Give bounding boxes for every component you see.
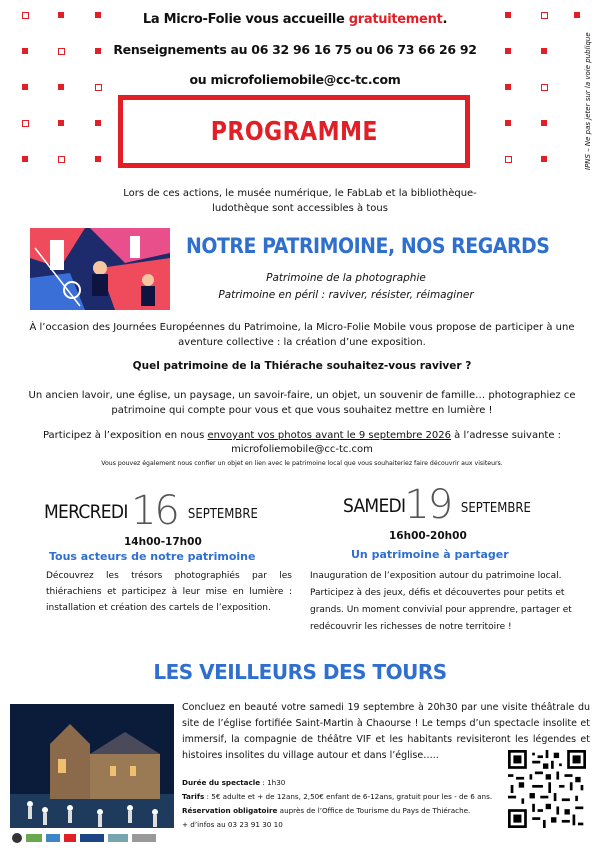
qr-code[interactable] — [508, 750, 586, 828]
patrimoine-question: Quel patrimoine de la Thiérache souhaitez-vous raviver ? — [132, 360, 472, 372]
logo-partner — [64, 834, 76, 842]
veilleurs-details: Durée du spectacle : 1h30 Tarifs : 5€ adulte et + de 12ans, 2,50€ enfant de 6-12ans, gratuit pour les - de 6 ans. Réservation obligatoire auprès de l’Office de Tourisme du Pays de Thiérache. + d’infos au 03 23 91 30 10 — [182, 778, 493, 829]
contact-email[interactable]: microfoliemobile@cc-tc.com — [231, 444, 373, 455]
event-wednesday-desc: Découvrez les trésors photographiés par les thiérachiens et participez à leur mise en lumière : installation et création des cartels de l’exposition. — [46, 571, 292, 613]
veilleurs-desc: Concluez en beauté votre samedi 19 septembre à 20h30 par une visite théâtrale du site de l’église fortifiée Saint-Martin à Chaourse ! Le temps d’un spectacle insolite et immersif, la compagnie de théâtre VIF et les habitants revisiteront les légendes et histoires insolites du village autour et dans l’église….. — [182, 702, 590, 761]
logo-partner — [12, 833, 22, 843]
programme-box — [118, 95, 470, 168]
header-phone: Renseignements au 06 32 96 16 75 ou 06 73 66 26 92 — [113, 42, 477, 57]
event-time: 14h00-17h00 — [124, 536, 202, 548]
event-title: Tous acteurs de notre patrimoine — [49, 550, 256, 563]
small-note: Vous pouvez également nous confier un objet en lien avec le patrimoine local que vous souhaiteriez faire découvrir aux visiteurs. — [101, 460, 503, 467]
patrimoine-paragraph-1: À l’occasion des Journées Européennes du Patrimoine, la Micro-Folie Mobile vous propose de participer à une aventure collective : la création d’une exposition. — [29, 322, 575, 348]
side-note: IPNS – Ne pas jeter sur la voie publique — [584, 32, 592, 170]
illustration-image — [30, 228, 170, 310]
header-email: ou microfoliemobile@cc-tc.com — [189, 72, 401, 87]
deadline-link[interactable]: envoyant vos photos avant le 9 septembre 2026 — [207, 430, 451, 441]
logo-partner — [46, 834, 60, 842]
event-date-line: MERCREDI16 SEPTEMBRE — [44, 488, 258, 534]
event-saturday-desc: Inauguration de l’exposition autour du patrimoine local. Participez à des jeux, défis et découvertes pour petits et grands. Un moment convivial pour apprendre, partager et redécouvrir les richesses de notre territoire ! — [310, 571, 572, 632]
event-saturday — [343, 482, 583, 572]
event-date-line: SAMEDI19 SEPTEMBRE — [343, 482, 532, 528]
programme-title: PROGRAMME — [210, 116, 378, 147]
patrimoine-subtitles: Patrimoine de la photographie Patrimoine en péril : raviver, résister, réimaginer — [218, 272, 474, 301]
participate-line: Participez à l’exposition en nous envoyant vos photos avant le 9 septembre 2026 à l’adresse suivante : — [42, 430, 562, 441]
event-title: Un patrimoine à partager — [351, 548, 509, 561]
partner-logos — [12, 831, 182, 845]
event-time: 16h00-20h00 — [389, 530, 467, 542]
logo-partner — [108, 834, 128, 842]
header-line-1: La Micro-Folie vous accueille gratuitement. — [142, 12, 448, 27]
patrimoine-title: NOTRE PATRIMOINE, NOS REGARDS — [186, 234, 550, 258]
church-photo — [10, 704, 174, 828]
patrimoine-paragraph-2: Un ancien lavoir, une église, un paysage, un savoir-faire, un objet, un souvenir de famille… photographiez ce patrimoine qui compte pour vous et que vous souhaitez mettre en lumière ! — [28, 390, 576, 416]
veilleurs-title: LES VEILLEURS DES TOURS — [153, 660, 447, 684]
logo-partner — [26, 834, 42, 842]
logo-partner — [132, 834, 156, 842]
logo-partner — [80, 834, 104, 842]
programme-intro: Lors de ces actions, le musée numérique, le FabLab et la bibliothèque- ludothèque sont accessibles à tous — [123, 188, 477, 214]
